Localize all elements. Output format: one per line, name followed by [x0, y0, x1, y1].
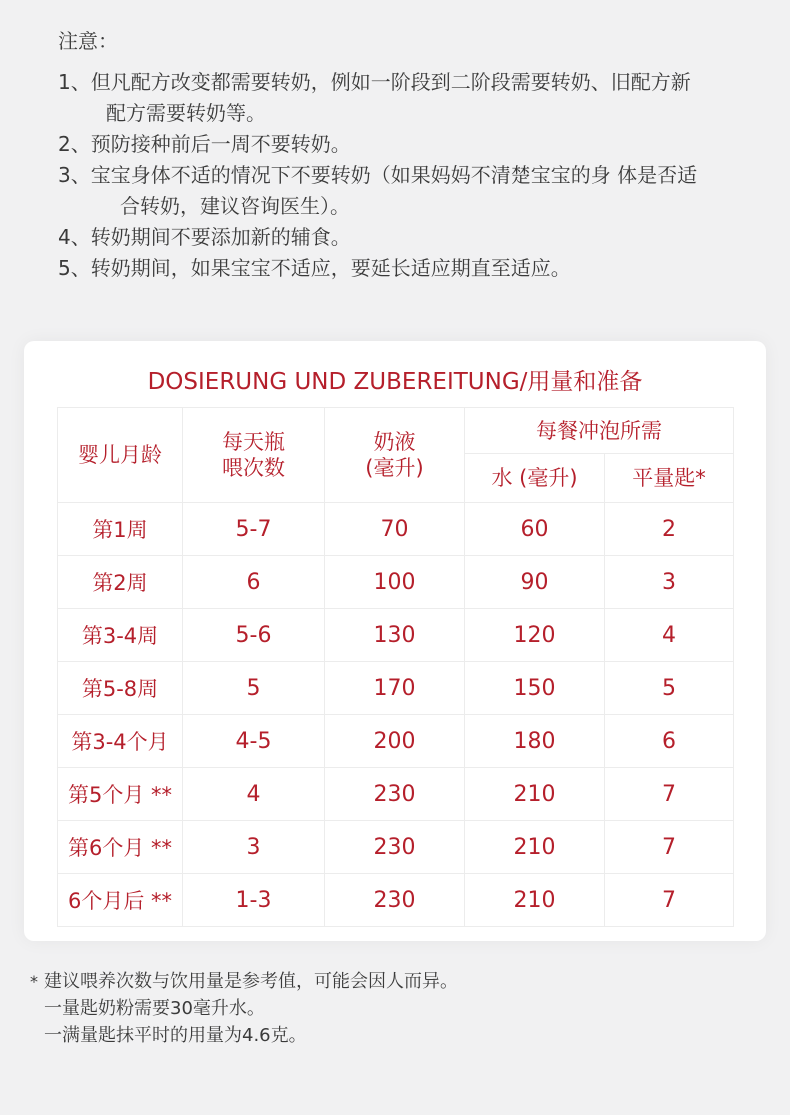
note-item-2: 2、预防接种前后一周不要转奶。	[58, 132, 351, 156]
milk-cell: 70	[325, 503, 465, 556]
notes-section	[58, 26, 758, 284]
table-row	[58, 609, 734, 662]
milk-cell: 230	[325, 821, 465, 874]
water-cell: 120	[465, 609, 605, 662]
header-milk-line1: 奶液	[373, 430, 416, 454]
dosage-table	[57, 407, 734, 927]
header-per-meal: 每餐冲泡所需	[465, 408, 734, 454]
milk-cell: 100	[325, 556, 465, 609]
table-row	[58, 768, 734, 821]
header-feeds-line1: 每天瓶	[222, 430, 285, 454]
milk-cell: 170	[325, 662, 465, 715]
feeds-cell: 5-7	[183, 503, 325, 556]
scoops-cell: 3	[605, 556, 734, 609]
scoops-cell: 6	[605, 715, 734, 768]
footnote-star: *	[30, 972, 38, 991]
footnote-line-3: 一满量匙抹平时的用量为4.6克。	[44, 1025, 307, 1046]
header-scoops: 平量匙*	[605, 454, 734, 503]
note-item-3-continued: 合转奶，建议咨询医生）。	[120, 194, 350, 218]
age-cell: 6个月后 **	[58, 874, 183, 927]
table-row	[58, 821, 734, 874]
dosage-table-body	[58, 503, 734, 927]
water-cell: 150	[465, 662, 605, 715]
header-milk	[325, 408, 465, 503]
scoops-cell: 2	[605, 503, 734, 556]
scoops-cell: 7	[605, 874, 734, 927]
feeds-cell: 5-6	[183, 609, 325, 662]
scoops-cell: 4	[605, 609, 734, 662]
age-cell: 第6个月 **	[58, 821, 183, 874]
table-row	[58, 874, 734, 927]
table-row	[58, 556, 734, 609]
header-feeds	[183, 408, 325, 503]
milk-cell: 200	[325, 715, 465, 768]
header-milk-line2: (毫升)	[365, 456, 424, 480]
header-feeds-line2: 喂次数	[222, 456, 285, 480]
feeds-cell: 3	[183, 821, 325, 874]
footnote-line-2: 一量匙奶粉需要30毫升水。	[44, 998, 265, 1019]
header-age: 婴儿月龄	[58, 408, 183, 503]
milk-cell: 230	[325, 768, 465, 821]
footnote-line-1-text: 建议喂养次数与饮用量是参考值，可能会因人而异。	[44, 971, 458, 992]
header-water: 水 (毫升)	[465, 454, 605, 503]
feeds-cell: 4	[183, 768, 325, 821]
note-item-1: 1、但凡配方改变都需要转奶，例如一阶段到二阶段需要转奶、旧配方新	[58, 70, 691, 94]
water-cell: 60	[465, 503, 605, 556]
note-item-3: 3、宝宝身体不适的情况下不要转奶（如果妈妈不清楚宝宝的身 体是否适	[58, 163, 698, 187]
water-cell: 90	[465, 556, 605, 609]
milk-cell: 130	[325, 609, 465, 662]
age-cell: 第2周	[58, 556, 183, 609]
table-row	[58, 715, 734, 768]
age-cell: 第3-4个月	[58, 715, 183, 768]
age-cell: 第3-4周	[58, 609, 183, 662]
dosage-table-title: DOSIERUNG UND ZUBEREITUNG/用量和准备	[147, 369, 643, 395]
feeds-cell: 5	[183, 662, 325, 715]
table-row	[58, 503, 734, 556]
dosage-card	[24, 341, 766, 941]
scoops-cell: 7	[605, 821, 734, 874]
note-item-4: 4、转奶期间不要添加新的辅食。	[58, 225, 351, 249]
milk-cell: 230	[325, 874, 465, 927]
footnote-section	[30, 968, 770, 1049]
feeds-cell: 6	[183, 556, 325, 609]
feeds-cell: 1-3	[183, 874, 325, 927]
age-cell: 第1周	[58, 503, 183, 556]
water-cell: 210	[465, 821, 605, 874]
note-item-5: 5、转奶期间，如果宝宝不适应，要延长适应期直至适应。	[58, 256, 571, 280]
water-cell: 180	[465, 715, 605, 768]
age-cell: 第5个月 **	[58, 768, 183, 821]
footnote-line-1	[30, 968, 770, 995]
water-cell: 210	[465, 768, 605, 821]
note-item-1-continued: 配方需要转奶等。	[106, 101, 266, 125]
feeds-cell: 4-5	[183, 715, 325, 768]
notes-title: 注意：	[58, 29, 118, 53]
table-row	[58, 662, 734, 715]
age-cell: 第5-8周	[58, 662, 183, 715]
water-cell: 210	[465, 874, 605, 927]
scoops-cell: 5	[605, 662, 734, 715]
scoops-cell: 7	[605, 768, 734, 821]
